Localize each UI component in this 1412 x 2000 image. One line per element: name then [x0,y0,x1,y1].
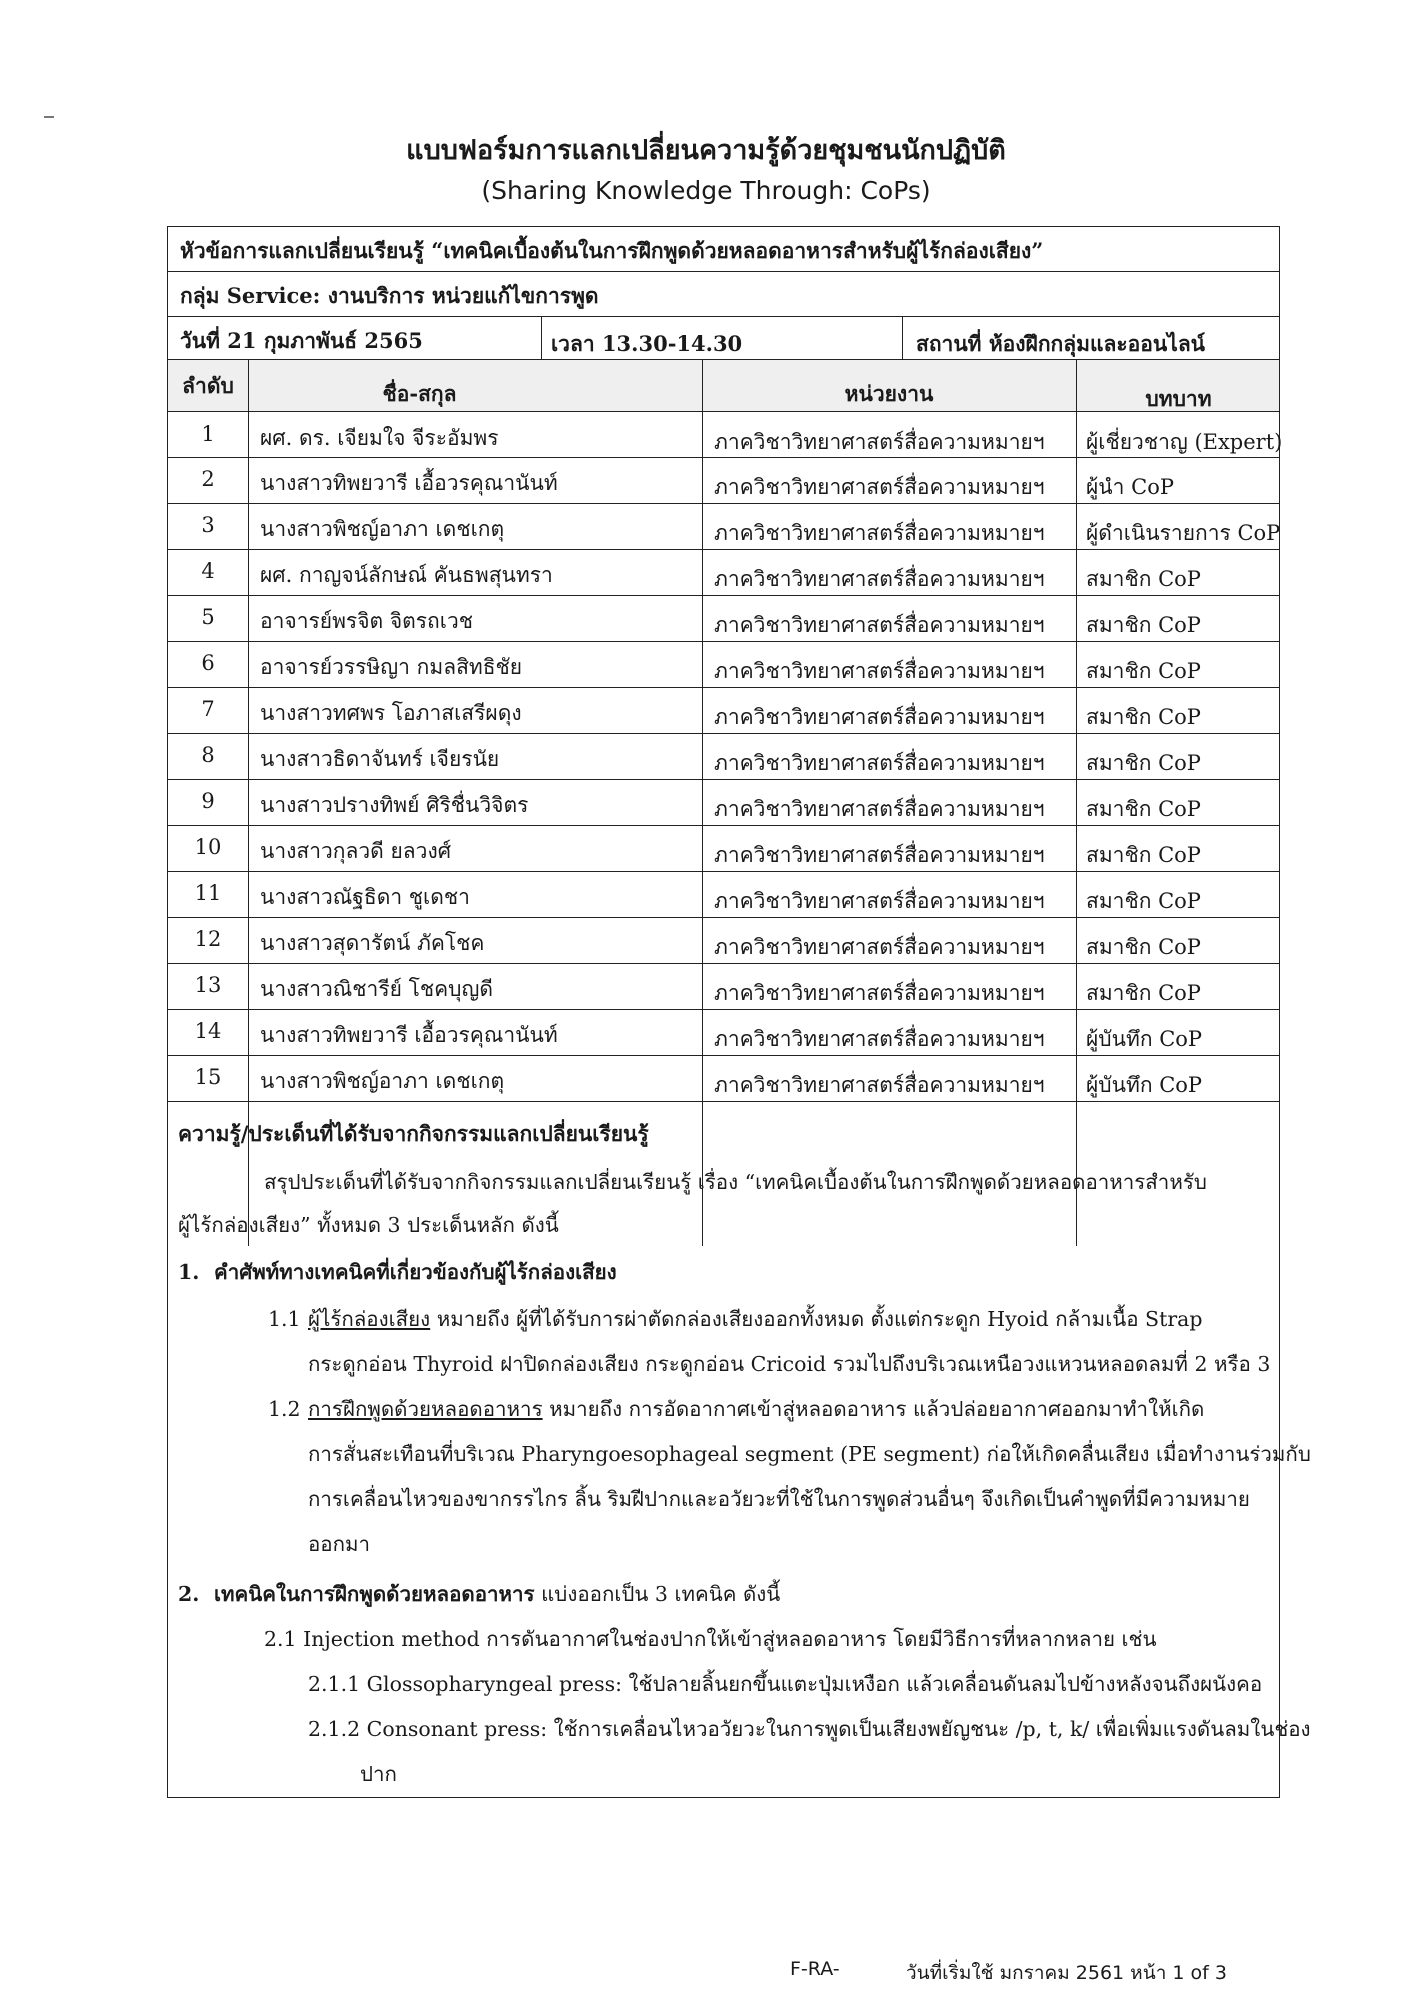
row-name: นางสาวสุดารัตน์ ภัคโชค [260,931,485,955]
row-role: สมาชิก CoP [1086,843,1201,867]
form-frame [167,226,1311,1798]
row-dept: ภาควิชาวิทยาศาสตร์สื่อความหมายฯ [714,797,1045,821]
technique-line: ปาก [360,1762,397,1786]
row-no: 12 [194,927,222,951]
form-title: แบบฟอร์มการแลกเปลี่ยนความรู้ด้วยชุมชนนักปฏิบัติ [406,135,1006,166]
scan-mark [44,116,54,118]
divider [168,595,1279,596]
divider [168,457,1279,458]
section-title-rest: แบ่งออกเป็น 3 เทคนิค ดังนี้ [534,1582,781,1606]
row-name: นางสาวกุลวดี ยลวงศ์ [260,839,452,863]
row-name: นางสาวพิชญ์อาภา เดชเกตุ [260,517,505,541]
subsection-number: 1.2 [268,1397,301,1421]
divider [168,316,1279,317]
technique-line: 2.1.1 Glossopharyngeal press: ใช้ปลายลิ้นยกขึ้นแตะปุ่มเหงือก แล้วเคลื่อนดันลมไปข้างหลังจนถึงผนังคอ [308,1672,1263,1696]
row-role: สมาชิก CoP [1086,613,1201,637]
row-no: 7 [201,697,215,721]
row-no: 11 [194,881,222,905]
divider [168,1009,1279,1010]
row-name: อาจารย์พรจิต จิตรถเวช [260,609,473,633]
row-role: สมาชิก CoP [1086,889,1201,913]
header-name: ชื่อ-สกุล [382,381,457,406]
row-name: ผศ. กาญจน์ลักษณ์ คันธพสุนทรา [260,563,553,587]
definition: หมายถึง ผู้ที่ได้รับการผ่าตัดกล่องเสียงออกทั้งหมด ตั้งแต่กระดูก Hyoid กล้ามเนื้อ Strap [430,1307,1203,1331]
row-dept: ภาควิชาวิทยาศาสตร์สื่อความหมายฯ [714,1027,1045,1051]
row-role: ผู้บันทึก CoP [1086,1073,1203,1097]
divider [168,1055,1279,1056]
section-title [214,1584,780,1605]
row-name: ผศ. ดร. เจียมใจ จีระอัมพร [260,426,499,450]
divider [168,917,1279,918]
header-no: ลำดับ [182,373,234,398]
row-name: นางสาวทิพยวารี เอื้อวรคุณานันท์ [260,1023,558,1047]
row-no: 2 [201,467,215,491]
row-name: นางสาวณัฐธิดา ชูเดชา [260,885,470,909]
divider [168,271,1279,272]
row-name: นางสาวทิพยวารี เอื้อวรคุณานันท์ [260,471,558,495]
row-dept: ภาควิชาวิทยาศาสตร์สื่อความหมายฯ [714,613,1045,637]
section-title-bold: เทคนิคในการฝึกพูดด้วยหลอดอาหาร [214,1582,535,1606]
section-number: 2. [178,1582,200,1606]
row-role: ผู้นำ CoP [1086,475,1174,499]
row-dept: ภาควิชาวิทยาศาสตร์สื่อความหมายฯ [714,705,1045,729]
row-no: 13 [194,973,222,997]
form-code: F-RA- [790,1958,840,1980]
row-dept: ภาควิชาวิทยาศาสตร์สื่อความหมายฯ [714,521,1045,545]
row-name: อาจารย์วรรษิญา กมลสิทธิชัย [260,655,523,679]
row-no: 8 [201,743,215,767]
divider [168,687,1279,688]
subsection-text [308,1309,1202,1330]
row-dept: ภาควิชาวิทยาศาสตร์สื่อความหมายฯ [714,567,1045,591]
row-role: สมาชิก CoP [1086,659,1201,683]
row-dept: ภาควิชาวิทยาศาสตร์สื่อความหมายฯ [714,430,1045,454]
row-name: นางสาวปรางทิพย์ ศิริชื่นวิจิตร [260,793,529,817]
divider [168,1101,1279,1102]
row-dept: ภาควิชาวิทยาศาสตร์สื่อความหมายฯ [714,751,1045,775]
row-dept: ภาควิชาวิทยาศาสตร์สื่อความหมายฯ [714,843,1045,867]
section-number: 1. [178,1260,200,1284]
technique-line: 2.1.2 Consonant press: ใช้การเคลื่อนไหวอวัยวะในการพูดเป็นเสียงพยัญชนะ /p, t, k/ เพื่อเพิ่มแรงดันลมในช่อง [308,1717,1311,1741]
row-no: 3 [201,513,215,537]
row-dept: ภาควิชาวิทยาศาสตร์สื่อความหมายฯ [714,981,1045,1005]
row-no: 14 [194,1019,222,1043]
row-role: ผู้บันทึก CoP [1086,1027,1203,1051]
page-info: วันที่เริ่มใช้ มกราคม 2561 หน้า 1 of 3 [906,1962,1227,1984]
form-subtitle: (Sharing Knowledge Through: CoPs) [481,176,931,205]
subsection-line: ออกมา [308,1532,371,1556]
divider [1076,359,1077,1246]
subsection-line: กระดูกอ่อน Thyroid ฝาปิดกล่องเสียง กระดูกอ่อน Cricoid รวมไปถึงบริเวณเหนือวงแหวนหลอดลมที่ 2 หรือ 3 [308,1352,1271,1376]
row-no: 15 [194,1065,222,1089]
technique-line: 2.1 Injection method การดันอากาศในช่องปากให้เข้าสู่หลอดอาหาร โดยมีวิธีการที่หลากหลาย เช่น [264,1627,1157,1651]
row-dept: ภาควิชาวิทยาศาสตร์สื่อความหมายฯ [714,659,1045,683]
row-dept: ภาควิชาวิทยาศาสตร์สื่อความหมายฯ [714,935,1045,959]
divider [168,411,1279,412]
term: การฝึกพูดด้วยหลอดอาหาร [308,1397,543,1421]
topic-line: หัวข้อการแลกเปลี่ยนเรียนรู้ “เทคนิคเบื้องต้นในการฝึกพูดด้วยหลอดอาหารสำหรับผู้ไร้กล่องเสียง” [180,238,1044,263]
divider [248,359,249,1246]
row-dept: ภาควิชาวิทยาศาสตร์สื่อความหมายฯ [714,1073,1045,1097]
divider [168,641,1279,642]
row-role: สมาชิก CoP [1086,751,1201,775]
intro-line: ผู้ไร้กล่องเสียง” ทั้งหมด 3 ประเด็นหลัก ดังนี้ [178,1213,559,1237]
header-role: บทบาท [1145,386,1212,411]
row-name: นางสาวธิดาจันทร์ เจียรนัย [260,747,500,771]
row-name: นางสาวทศพร โอภาสเสรีผดุง [260,701,522,725]
time-field: เวลา 13.30-14.30 [551,331,743,356]
row-role: ผู้เชี่ยวชาญ (Expert) [1086,430,1283,454]
row-role: สมาชิก CoP [1086,935,1201,959]
row-name: นางสาวพิชญ์อาภา เดชเกตุ [260,1069,505,1093]
row-no: 1 [201,422,215,446]
divider [541,316,542,359]
row-no: 4 [201,559,215,583]
definition: หมายถึง การอัดอากาศเข้าสู่หลอดอาหาร แล้วปล่อยอากาศออกมาทำให้เกิด [542,1397,1205,1421]
divider [168,871,1279,872]
row-no: 9 [201,789,215,813]
row-name: นางสาวณิชารีย์ โชคบุญดี [260,977,494,1001]
section-title: คำศัพท์ทางเทคนิคที่เกี่ยวข้องกับผู้ไร้กล่องเสียง [214,1260,617,1284]
term: ผู้ไร้กล่องเสียง [308,1307,431,1331]
divider [168,549,1279,550]
subsection-text [308,1399,1204,1420]
divider [168,779,1279,780]
row-no: 10 [194,835,222,859]
knowledge-heading: ความรู้/ประเด็นที่ได้รับจากกิจกรรมแลกเปลี่ยนเรียนรู้ [178,1121,649,1146]
row-role: สมาชิก CoP [1086,981,1201,1005]
row-no: 6 [201,651,215,675]
intro-line: สรุปประเด็นที่ได้รับจากกิจกรรมแลกเปลี่ยนเรียนรู้ เรื่อง “เทคนิคเบื้องต้นในการฝึกพูดด้วยหลอดอาหารสำหรับ [264,1170,1207,1194]
divider [168,825,1279,826]
divider [902,316,903,359]
place-field: สถานที่ ห้องฝึกกลุ่มและออนไลน์ [916,331,1206,356]
row-role: สมาชิก CoP [1086,567,1201,591]
date-field: วันที่ 21 กุมภาพันธ์ 2565 [180,328,423,353]
row-role: สมาชิก CoP [1086,705,1201,729]
subsection-line: การสั่นสะเทือนที่บริเวณ Pharyngoesophageal segment (PE segment) ก่อให้เกิดคลื่นเสียง เมื่อทำงานร่วมกับ [308,1442,1311,1466]
divider [168,503,1279,504]
subsection-number: 1.1 [268,1307,301,1331]
divider [168,733,1279,734]
row-dept: ภาควิชาวิทยาศาสตร์สื่อความหมายฯ [714,889,1045,913]
header-dept: หน่วยงาน [844,381,934,406]
divider [702,359,703,1246]
divider [168,963,1279,964]
row-role: ผู้ดำเนินรายการ CoP [1086,521,1281,545]
row-role: สมาชิก CoP [1086,797,1201,821]
group-line: กลุ่ม Service: งานบริการ หน่วยแก้ไขการพูด [180,283,599,308]
subsection-line: การเคลื่อนไหวของขากรรไกร ลิ้น ริมฝีปากและอวัยวะที่ใช้ในการพูดส่วนอื่นๆ จึงเกิดเป็นคำพูดที่มีความหมาย [308,1487,1250,1511]
row-dept: ภาควิชาวิทยาศาสตร์สื่อความหมายฯ [714,475,1045,499]
row-no: 5 [201,605,215,629]
